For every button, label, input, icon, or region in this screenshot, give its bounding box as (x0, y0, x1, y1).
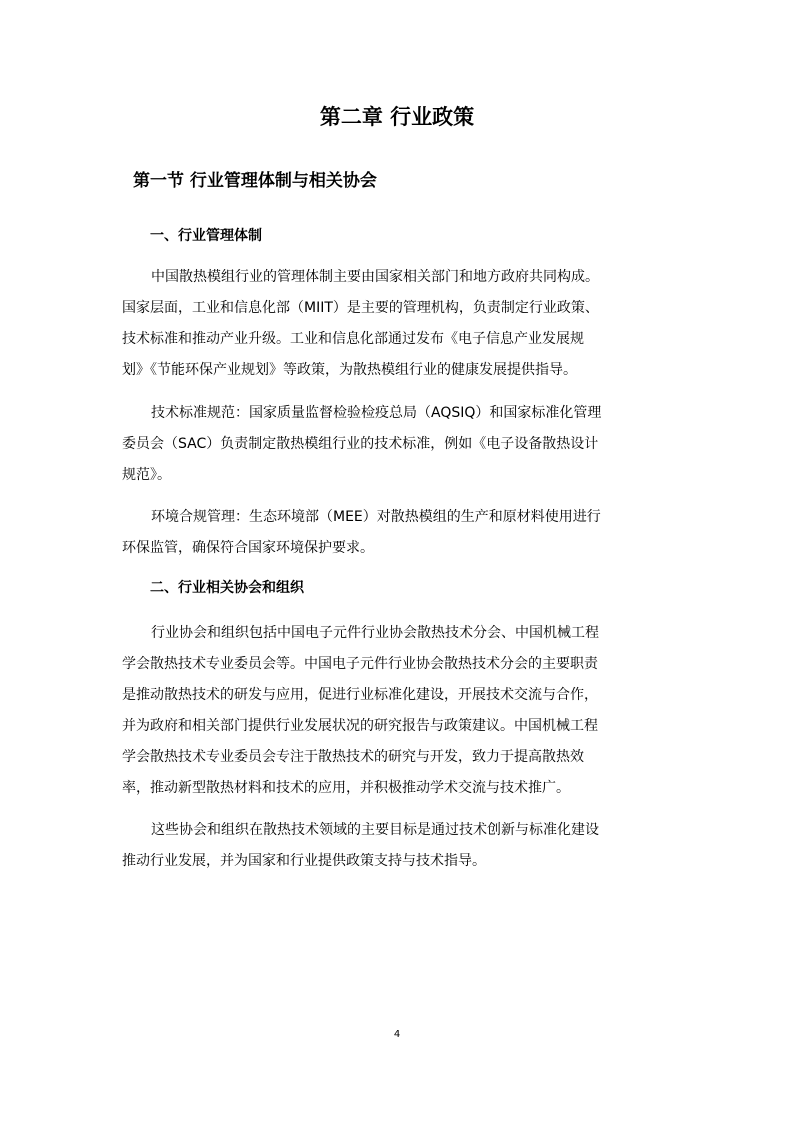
page-number: 4 (393, 1029, 401, 1040)
paragraph-line: 技术标准规范：国家质量监督检验检疫总局（AQSIQ）和国家标准化管理 (151, 405, 602, 421)
paragraph-line: 国家层面，工业和信息化部（MIIT）是主要的管理机构，负责制定行业政策、 (122, 300, 599, 316)
paragraph-line: 行业协会和组织包括中国电子元件行业协会散热技术分会、中国机械工程 (151, 625, 599, 641)
chapter-title: 第二章 行业政策 (319, 105, 475, 129)
paragraph-line: 是推动散热技术的研发与应用，促进行业标准化建设，开展技术交流与合作， (122, 687, 598, 703)
paragraph-line: 环境合规管理：生态环境部（MEE）对散热模组的生产和原材料使用进行 (151, 509, 601, 525)
subsection-title-management-system: 一、行业管理体制 (150, 228, 262, 244)
paragraph-associations-overview (122, 618, 668, 804)
paragraph-associations-goals (122, 815, 668, 877)
paragraph-line: 学会散热技术专业委员会等。中国电子元件行业协会散热技术分会的主要职责 (122, 656, 598, 672)
paragraph-environmental-compliance (122, 502, 668, 564)
paragraph-line: 率，推动新型散热材料和技术的应用，并积极推动学术交流与技术推广。 (122, 780, 570, 796)
paragraph-line: 学会散热技术专业委员会专注于散热技术的研究与开发，致力于提高散热效 (122, 749, 584, 765)
paragraph-line: 中国散热模组行业的管理体制主要由国家相关部门和地方政府共同构成。 (151, 269, 599, 285)
paragraph-line: 划》《节能环保产业规划》等政策，为散热模组行业的健康发展提供指导。 (122, 362, 577, 378)
paragraph-line: 环保监管，确保符合国家环境保护要求。 (122, 540, 374, 556)
paragraph-technical-standards (122, 398, 668, 491)
section-title: 第一节 行业管理体制与相关协会 (133, 171, 377, 191)
paragraph-line: 技术标准和推动产业升级。工业和信息化部通过发布《电子信息产业发展规 (122, 331, 584, 347)
paragraph-management-overview (122, 262, 668, 386)
subsection-title-associations: 二、行业相关协会和组织 (150, 580, 304, 596)
paragraph-line: 并为政府和相关部门提供行业发展状况的研究报告与政策建议。中国机械工程 (122, 718, 598, 734)
paragraph-line: 委员会（SAC）负责制定散热模组行业的技术标准，例如《电子设备散热设计 (122, 436, 599, 452)
paragraph-line: 推动行业发展，并为国家和行业提供政策支持与技术指导。 (122, 853, 486, 869)
paragraph-line: 这些协会和组织在散热技术领域的主要目标是通过技术创新与标准化建设 (151, 822, 599, 838)
paragraph-line: 规范》。 (122, 467, 171, 483)
